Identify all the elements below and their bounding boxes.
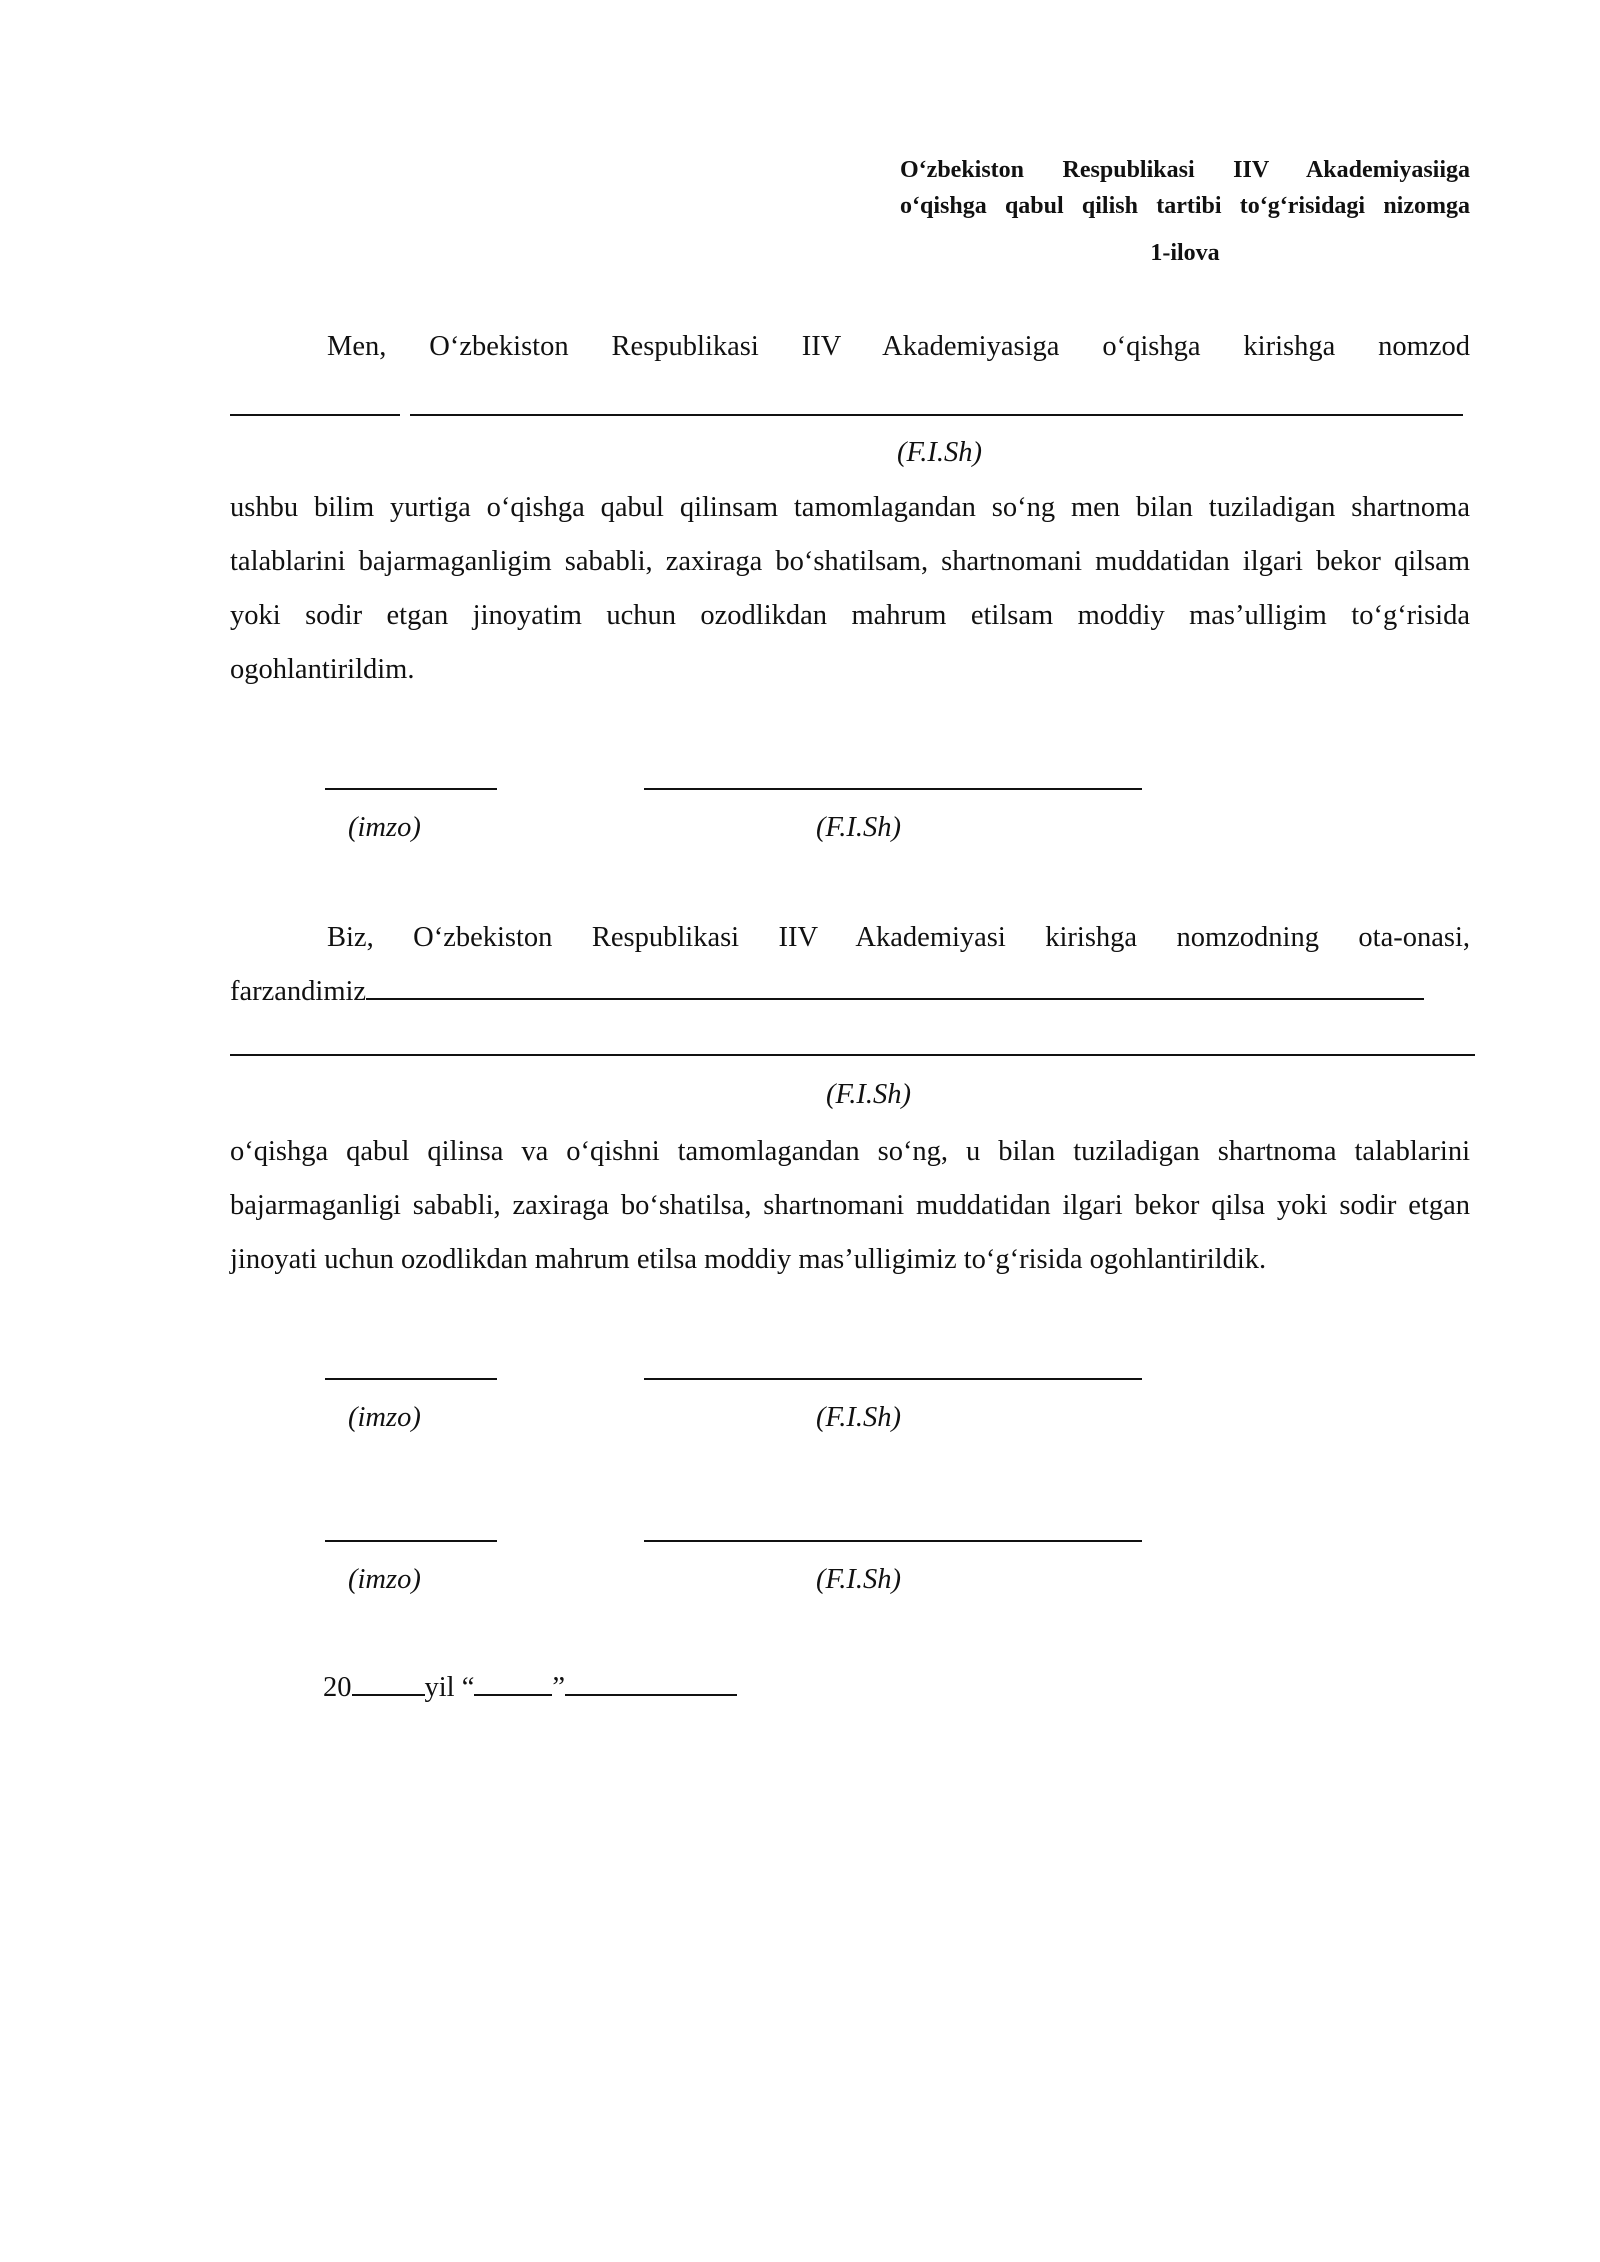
document-header: [900, 152, 1470, 224]
close-quote: ”: [552, 1672, 566, 1703]
annex-label: 1-ilova: [1150, 240, 1220, 266]
year-blank[interactable]: [352, 1672, 425, 1696]
date-century: 20: [323, 1672, 352, 1703]
parent1-signature-caption: (imzo): [348, 1402, 421, 1433]
parent2-signature-caption: (imzo): [348, 1564, 421, 1595]
candidate-fio-caption: (F.I.Sh): [816, 812, 901, 843]
month-blank[interactable]: [565, 1672, 737, 1696]
parent1-fio-line[interactable]: [644, 1378, 1142, 1380]
child-label: farzandimiz: [230, 976, 367, 1007]
candidate-name-blank-short[interactable]: [230, 414, 400, 416]
header-line-2: o‘qishga qabul qilish tartibi to‘g‘risidagi nizomga: [900, 193, 1470, 219]
parent1-signature-line[interactable]: [325, 1378, 497, 1380]
header-line-1: O‘zbekiston Respublikasi IIV Akademiyasiiga: [900, 157, 1470, 183]
year-word: yil: [424, 1672, 455, 1703]
child-name-blank[interactable]: [366, 976, 1424, 1000]
candidate-signature-caption: (imzo): [348, 812, 421, 843]
parent2-signature-line[interactable]: [325, 1540, 497, 1542]
parent1-fio-caption: (F.I.Sh): [816, 1402, 901, 1433]
candidate-fio-line[interactable]: [644, 788, 1142, 790]
parents-opening: Biz, O‘zbekiston Respublikasi IIV Akademiyasi kirishga nomzodning ota-onasi,: [327, 922, 1470, 953]
date-line: [323, 1668, 737, 1708]
candidate-name-blank-long[interactable]: [410, 414, 1463, 416]
day-blank[interactable]: [474, 1672, 552, 1696]
parent2-fio-caption: (F.I.Sh): [816, 1564, 901, 1595]
open-quote: “: [461, 1672, 475, 1703]
child-name-blank-second[interactable]: [230, 1054, 1475, 1056]
child-name-caption: (F.I.Sh): [826, 1079, 911, 1110]
parent2-fio-line[interactable]: [644, 1540, 1142, 1542]
candidate-obligation-text: ushbu bilim yurtiga o‘qishga qabul qilinsam tamomlagandan so‘ng men bilan tuziladigan shartnoma talablarini bajarmaganligim sababli, zaxiraga bo‘shatilsam, shartnomani muddatidan ilgari bekor qilsam yoki sodir etgan jinoyatim uchun ozodlikdan mahrum etilsam moddiy mas’ulligim to‘g‘risida ogohlantirildim.: [230, 492, 1470, 685]
parents-obligation-text: o‘qishga qabul qilinsa va o‘qishni tamomlagandan so‘ng, u bilan tuziladigan shartnoma talablarini bajarmaganligi sababli, zaxiraga bo‘shatilsa, shartnomani muddatidan ilgari bekor qilsa yoki sodir etgan jinoyati uchun ozodlikdan mahrum etilsa moddiy mas’ulligimiz to‘g‘risida ogohlantirildik.: [230, 1136, 1470, 1275]
child-label-line: [230, 965, 1424, 1019]
candidate-name-caption: (F.I.Sh): [897, 437, 982, 468]
candidate-signature-line[interactable]: [325, 788, 497, 790]
candidate-opening: Men, O‘zbekiston Respublikasi IIV Akademiyasiga o‘qishga kirishga nomzod: [327, 331, 1470, 362]
